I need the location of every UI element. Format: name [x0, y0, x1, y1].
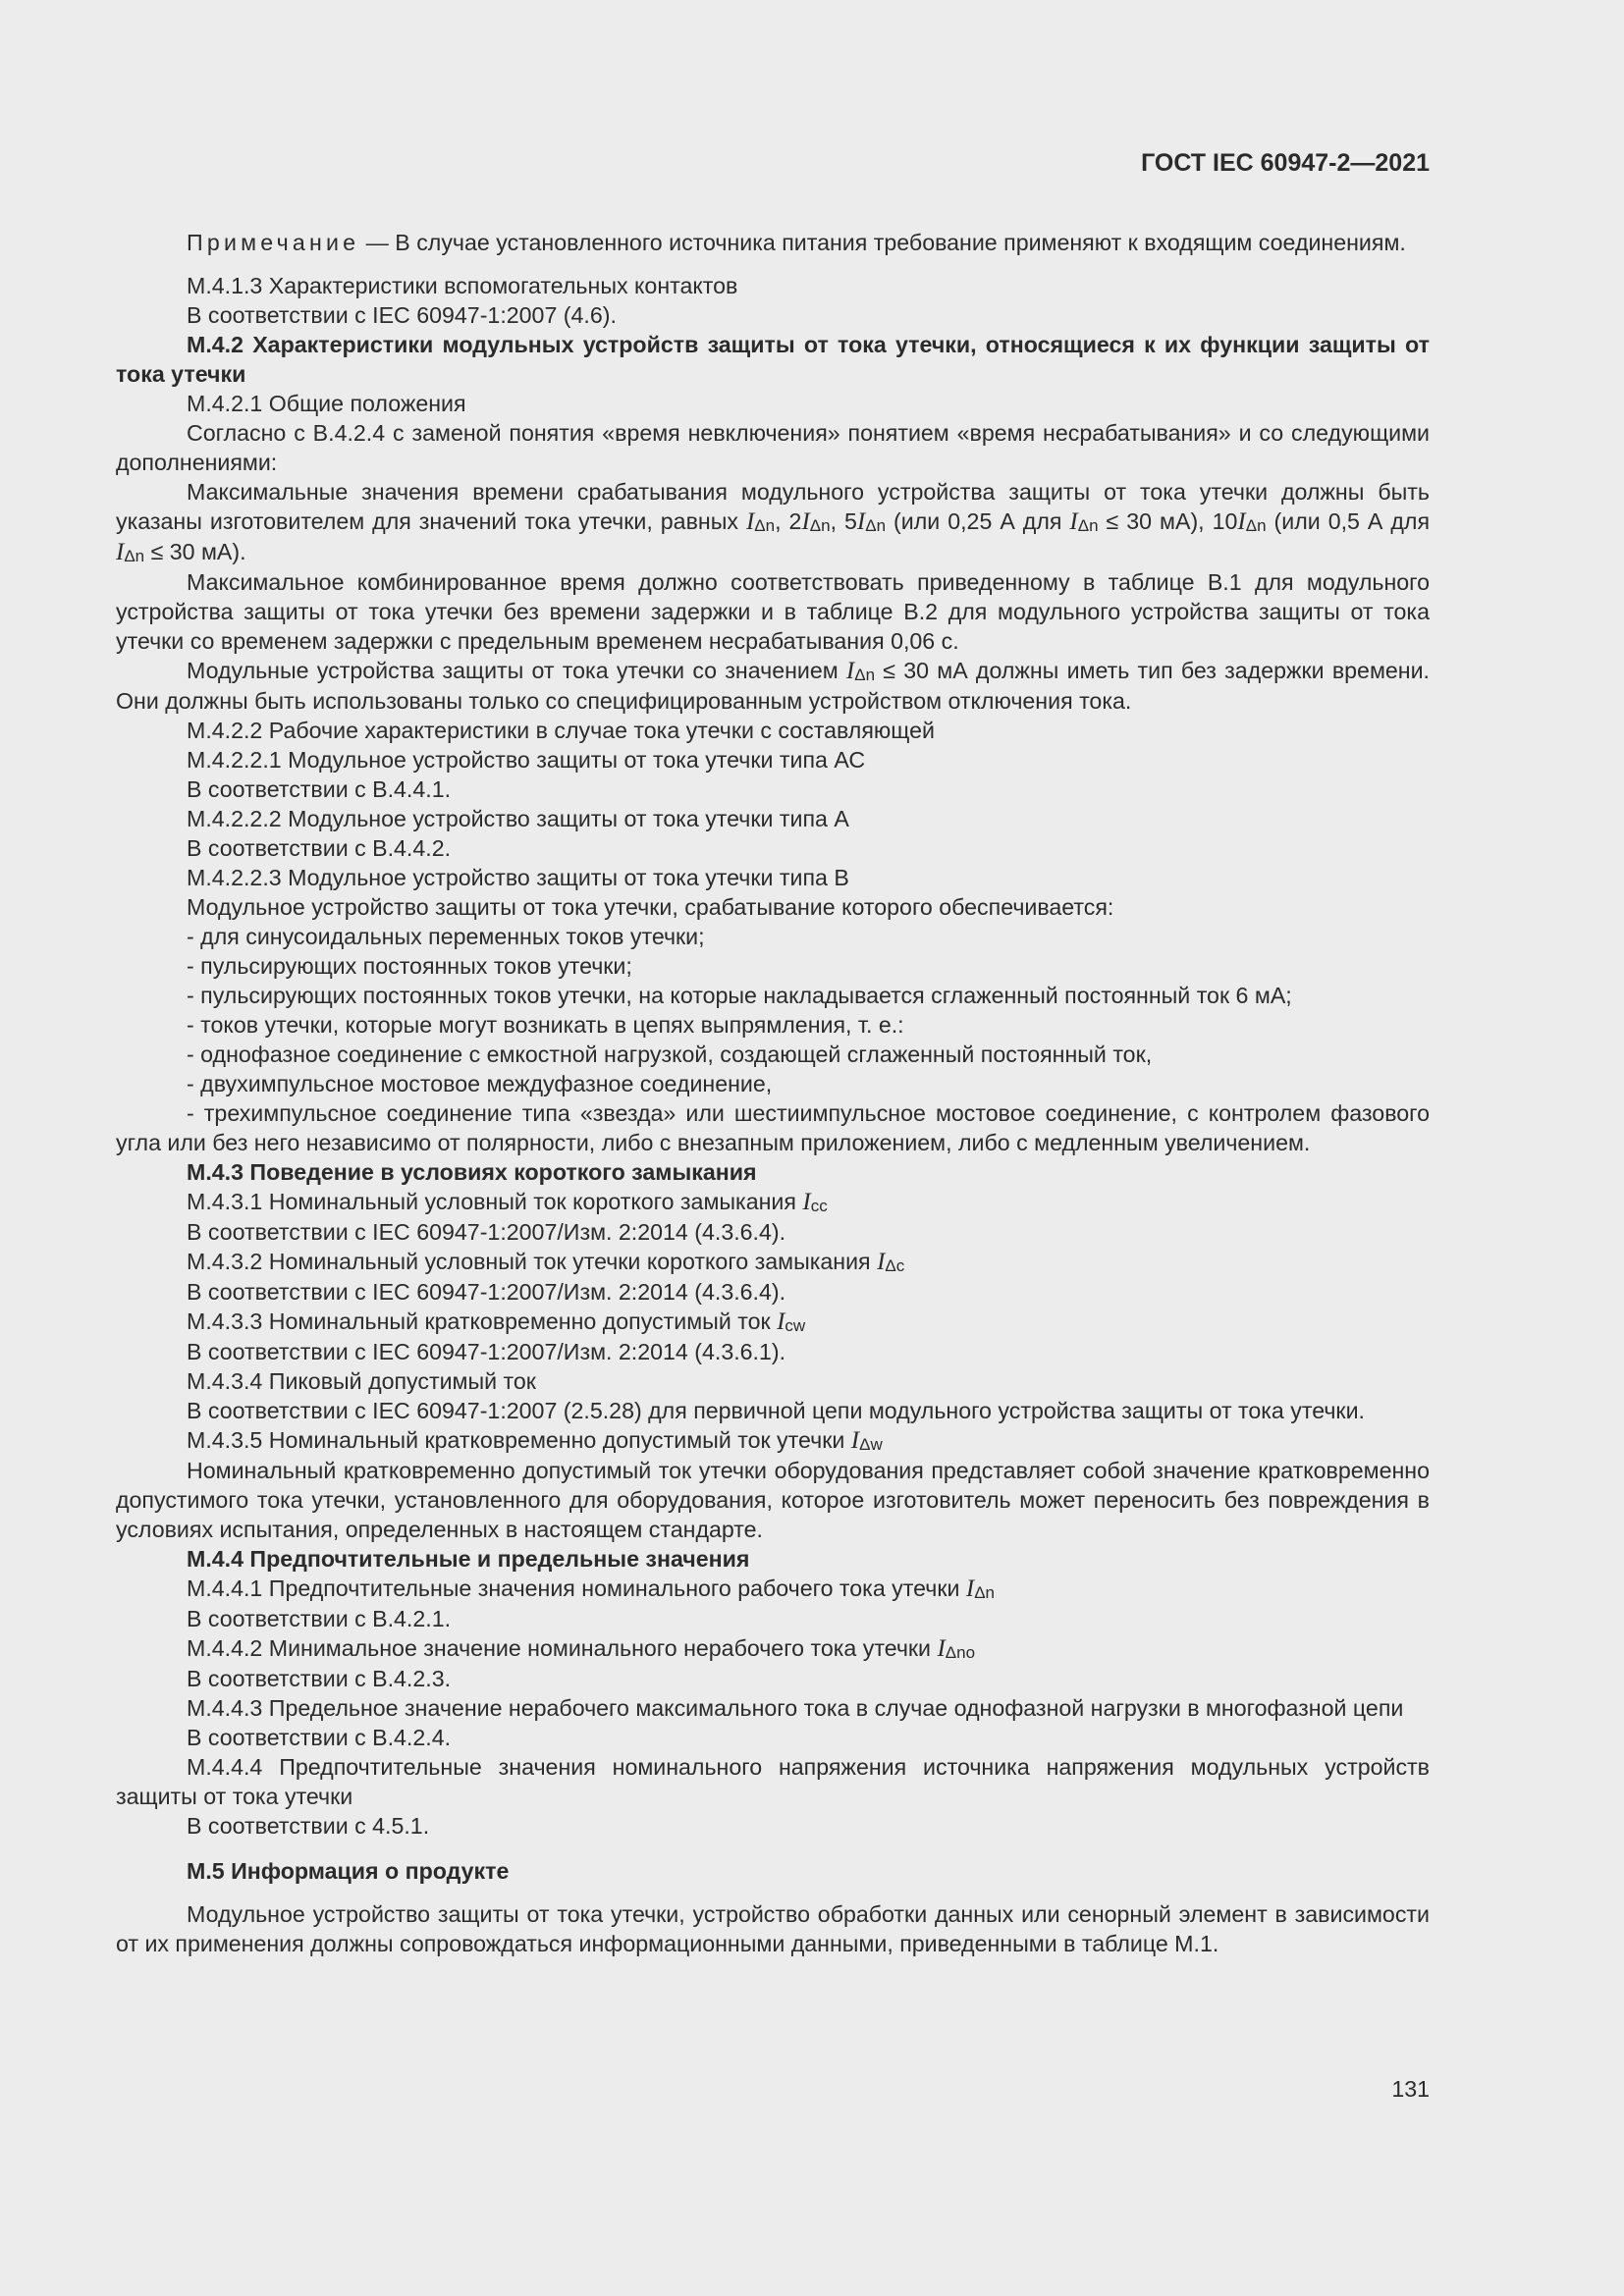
text-m4221: В соответствии с В.4.4.1. — [187, 776, 452, 802]
text-m421: Согласно с В.4.2.4 с заменой понятия «время невключения» понятием «время несрабатывания» и со следующими дополнениями: — [116, 420, 1430, 475]
clause-m413: М.4.1.3 Характеристики вспомогательных контактов — [187, 273, 738, 298]
text-m443: В соответствии с В.4.2.4. — [187, 1725, 452, 1750]
clause-m433: М.4.3.3 Номинальный кратковременно допустимый ток $I_{cw}$ — [187, 1308, 806, 1335]
text-m4222: В соответствии с В.4.4.2. — [187, 835, 452, 861]
list-item: - пульсирующих постоянных токов утечки, на которые накладывается сглаженный постоянный ток 6 мА; — [187, 983, 1292, 1008]
heading-m44: М.4.4 Предпочтительные и предельные значения — [187, 1546, 750, 1572]
note-label: Примечание — [187, 230, 360, 255]
clause-m435: М.4.3.5 Номинальный кратковременно допустимый ток утечки $I_{\Delta w}$ — [187, 1427, 883, 1454]
clause-m4221: М.4.2.2.1 Модульное устройство защиты от тока утечки типа АС — [187, 747, 866, 773]
text-m441: В соответствии с В.4.2.1. — [187, 1606, 452, 1631]
note — [116, 228, 1430, 257]
text-m442: В соответствии с В.4.2.3. — [187, 1666, 452, 1691]
clause-m422: М.4.2.2 Рабочие характеристики в случае тока утечки с составляющей — [187, 718, 935, 743]
clause-m4222: М.4.2.2.2 Модульное устройство защиты от тока утечки типа А — [187, 806, 849, 831]
page-body — [116, 228, 1430, 1958]
text-m413: В соответствии с IEC 60947-1:2007 (4.6). — [187, 302, 617, 328]
heading-m42: М.4.2 Характеристики модульных устройств защиты от тока утечки, относящиеся к их функции защиты от тока утечки — [116, 332, 1430, 387]
text-max-times: Максимальные значения времени срабатывания модульного устройства защиты от тока утечки должны быть указаны изготовителем для значений тока утечки, равных $I_{\Delta n}$, $2I_{\Delta n}$, $5I_{\Delta n}$ (или 0,25 А для $I_{\Delta n} \le 30$ мА), $10I_{\Delta n}$ (или 0,5 А для $I_{\Delta n} \le 30$ мА). — [116, 479, 1430, 565]
heading-m5: М.5 Информация о продукте — [187, 1858, 510, 1884]
text-m444: В соответствии с 4.5.1. — [187, 1813, 430, 1839]
clause-m434: М.4.3.4 Пиковый допустимый ток — [187, 1368, 536, 1394]
clause-m432: М.4.3.2 Номинальный условный ток утечки короткого замыкания $I_{\Delta c}$ — [187, 1249, 905, 1275]
clause-m4223: М.4.2.2.3 Модульное устройство защиты от тока утечки типа В — [187, 865, 849, 890]
list-item: - трехимпульсное соединение типа «звезда» или шестиимпульсное мостовое соединение, с контролем фазового угла или без него независимо от полярности, либо с внезапным приложением, либо с медленным увеличением. — [116, 1100, 1430, 1155]
clause-m421: М.4.2.1 Общие положения — [187, 391, 466, 416]
list-item: - двухимпульсное мостовое междуфазное соединение, — [187, 1071, 773, 1096]
clause-m431: М.4.3.1 Номинальный условный ток короткого замыкания $I_{cc}$ — [187, 1189, 828, 1215]
text-m5: Модульное устройство защиты от тока утечки, устройство обработки данных или сенорный элемент в зависимости от их применения должны сопровождаться информационными данными, приведенными в таблице М.1. — [116, 1901, 1430, 1956]
text-no-delay: Модульные устройства защиты от тока утечки со значением $I_{\Delta n} \le 30$ мА должны иметь тип без задержки времени. Они должны быть использованы только со специфицированным устройством отключения тока. — [116, 658, 1430, 714]
page-number: 131 — [1391, 2076, 1430, 2102]
heading-m43: М.4.3 Поведение в условиях короткого замыкания — [187, 1159, 757, 1185]
text-m434: В соответствии с IEC 60947-1:2007 (2.5.28) для первичной цепи модульного устройства защиты от тока утечки. — [187, 1398, 1365, 1423]
text-m431: В соответствии с IEC 60947-1:2007/Изм. 2:2014 (4.3.6.4). — [187, 1219, 786, 1245]
list-item: - токов утечки, которые могут возникать в цепях выпрямления, т. е.: — [187, 1012, 904, 1038]
text-m435: Номинальный кратковременно допустимый ток утечки оборудования представляет собой значение кратковременно допустимого тока утечки, установленного для оборудования, которое изготовитель может переносить без повреждения в условиях испытания, определенных в настоящем стандарте. — [116, 1458, 1430, 1542]
clause-m441: М.4.4.1 Предпочтительные значения номинального рабочего тока утечки $I_{\Delta n}$ — [187, 1575, 996, 1602]
document-header: ГОСТ IEC 60947-2—2021 — [1141, 149, 1430, 177]
note-text: — В случае установленного источника питания требование применяют к входящим соединениям. — [359, 230, 1406, 255]
text-combined-time: Максимальное комбинированное время должно соответствовать приведенному в таблице В.1 для модульного устройства защиты от тока утечки без времени задержки и в таблице В.2 для модульного устройства защиты от тока утечки со временем задержки с предельным временем несрабатывания 0,06 с. — [116, 569, 1430, 654]
text-m433: В соответствии с IEC 60947-1:2007/Изм. 2:2014 (4.3.6.1). — [187, 1339, 786, 1364]
clause-m444: М.4.4.4 Предпочтительные значения номинального напряжения источника напряжения модульных устройств защиты от тока утечки — [116, 1754, 1430, 1809]
text-m4223: Модульное устройство защиты от тока утечки, срабатывание которого обеспечивается: — [187, 894, 1114, 920]
list-item: - пульсирующих постоянных токов утечки; — [187, 953, 632, 979]
list-item: - однофазное соединение с емкостной нагрузкой, создающей сглаженный постоянный ток, — [187, 1041, 1153, 1067]
text-m432: В соответствии с IEC 60947-1:2007/Изм. 2:2014 (4.3.6.4). — [187, 1279, 786, 1305]
clause-m443: М.4.4.3 Предельное значение нерабочего максимального тока в случае однофазной нагрузки в многофазной цепи — [187, 1695, 1404, 1721]
list-item: - для синусоидальных переменных токов утечки; — [187, 924, 705, 949]
clause-m442: М.4.4.2 Минимальное значение номинального нерабочего тока утечки $I_{\Delta no}$ — [187, 1635, 976, 1662]
